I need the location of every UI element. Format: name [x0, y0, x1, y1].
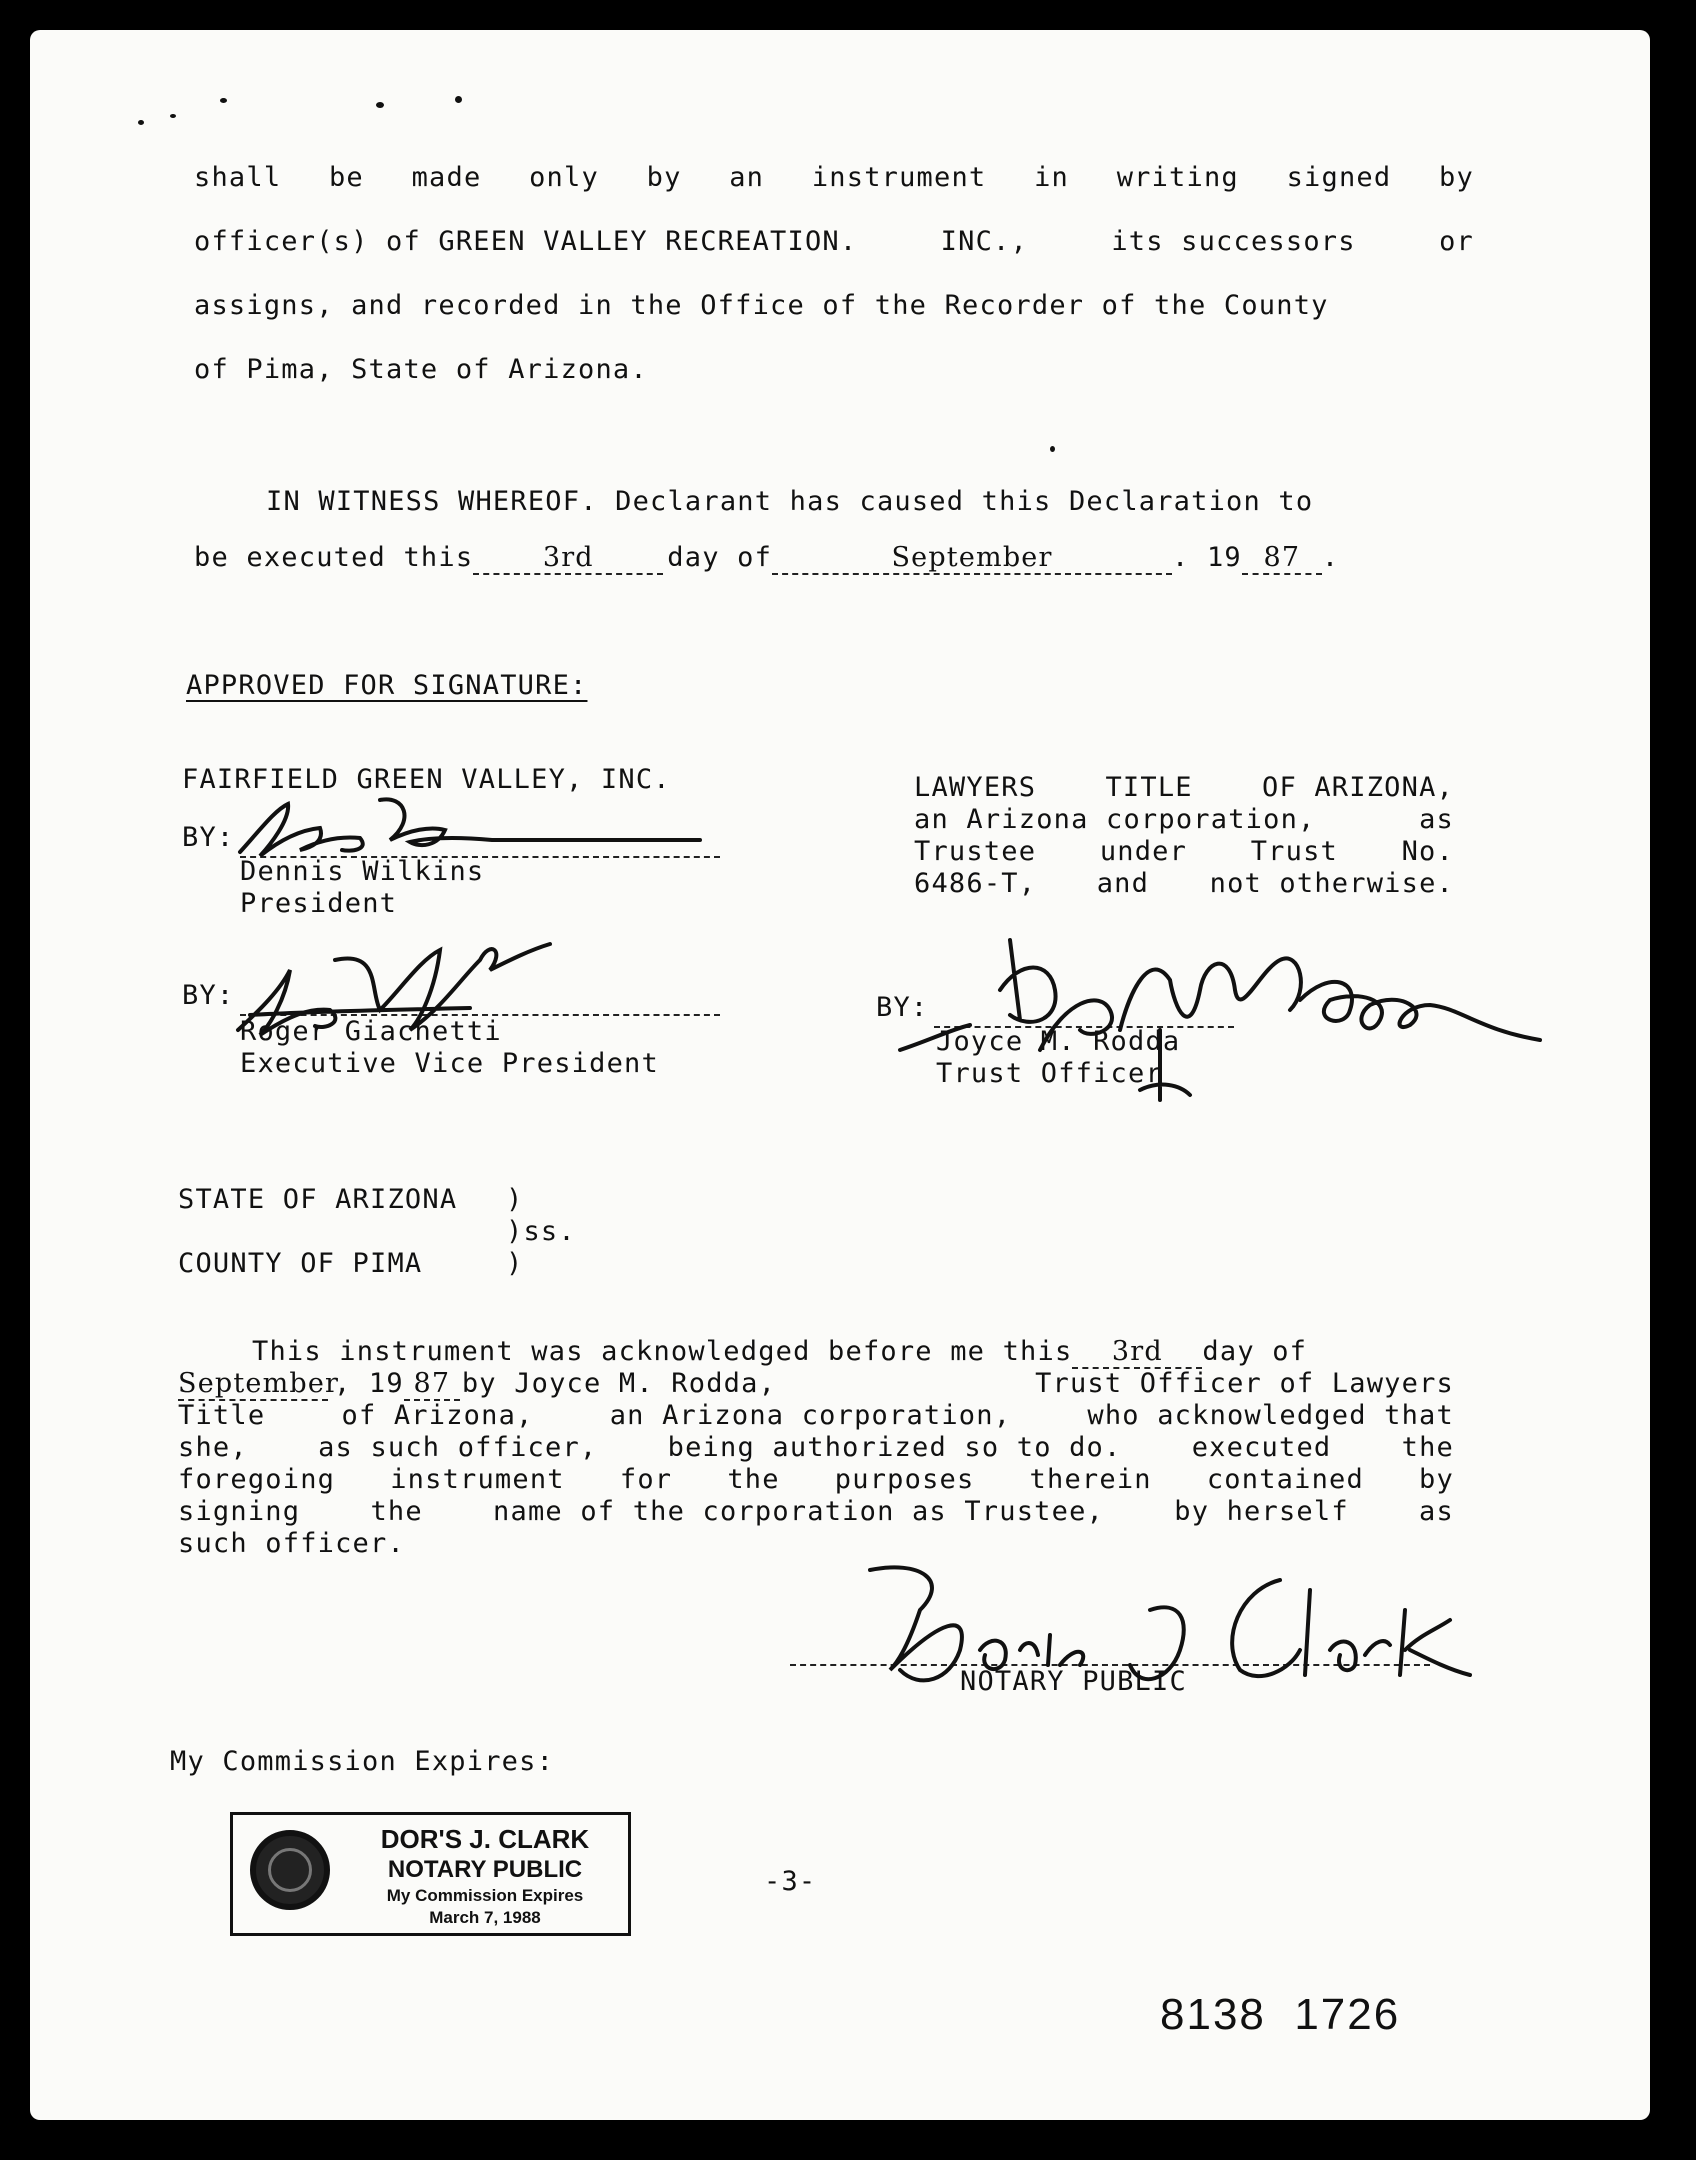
signature-joyce-rodda [890, 910, 1590, 1110]
paragraph1-line4: of Pima, State of Arizona. [194, 354, 648, 385]
notary-seal-icon [250, 1830, 330, 1910]
speck [1050, 446, 1055, 452]
ack-l1-prefix: This instrument was acknowledged before me this [252, 1336, 1073, 1367]
witness-prefix: be executed this [194, 542, 474, 573]
venue-state: STATE OF ARIZONA [178, 1184, 458, 1215]
right-line3: Trustee under Trust No. [914, 836, 1454, 867]
stamp-title: NOTARY PUBLIC [387, 1856, 583, 1883]
stamp-expires-label: My Commission Expires [386, 1886, 584, 1905]
ack-l1-suffix: day of [1202, 1336, 1308, 1367]
speck [455, 96, 462, 103]
ack-month: September [178, 1368, 340, 1399]
left-by2-label: BY: [182, 980, 235, 1011]
witness-year: 87 [1242, 542, 1322, 575]
left-company: FAIRFIELD GREEN VALLEY, INC. [182, 764, 671, 795]
ack-line2: September , 19 87 by Joyce M. Rodda, Trust Officer of Lawyers [178, 1368, 1454, 1399]
witness-line2 [194, 542, 1339, 575]
right-line1: LAWYERS TITLE OF ARIZONA, [914, 772, 1454, 803]
signer2-name: Roger Giachetti [240, 1016, 502, 1047]
stamp-expires-date: March 7, 1988 [429, 1908, 541, 1927]
ack-day: 3rd [1072, 1336, 1202, 1369]
commission-label: My Commission Expires: [170, 1746, 555, 1777]
approved-heading: APPROVED FOR SIGNATURE: [186, 670, 588, 701]
signature-roger-giachetti [230, 930, 590, 1050]
page-number: -3- [764, 1866, 817, 1897]
ack-line4: she, as such officer, being authorized so to do. executed the [178, 1432, 1454, 1463]
ack-line3: Title of Arizona, an Arizona corporation, who acknowledged that [178, 1400, 1454, 1431]
notary-label: NOTARY PUBLIC [960, 1666, 1187, 1697]
speck [138, 120, 144, 125]
ack-line7: such officer. [178, 1528, 405, 1559]
speck [170, 114, 176, 118]
speck [376, 102, 384, 108]
signer2-title: Executive Vice President [240, 1048, 659, 1079]
paragraph1-line2: officer(s) of GREEN VALLEY RECREATION. INC., its successors or [194, 226, 1474, 257]
document-page [30, 30, 1650, 2120]
signer1-title: President [240, 888, 398, 919]
paragraph1-line3: assigns, and recorded in the Office of the Recorder of the County [194, 290, 1329, 321]
signer3-name: Joyce M. Rodda [936, 1026, 1181, 1057]
right-by-label: BY: [876, 992, 929, 1023]
ack-l2-mid: , 19 [334, 1368, 404, 1399]
witness-month: September [772, 542, 1172, 575]
ack-line6: signing the name of the corporation as Trustee, by herself as [178, 1496, 1454, 1527]
venue-county: COUNTY OF PIMA [178, 1248, 423, 1279]
venue-ss: )ss. [506, 1216, 576, 1247]
right-line4: 6486-T, and not otherwise. [914, 868, 1454, 899]
signer1-name: Dennis Wilkins [240, 856, 485, 887]
signature-doris-clark [860, 1550, 1480, 1730]
notary-stamp [200, 1790, 640, 1940]
witness-end: . [1321, 542, 1340, 573]
doc-number: 8138 1726 [1160, 1990, 1401, 2039]
ack-line1 [252, 1336, 1307, 1369]
speck [220, 98, 227, 103]
stamp-name: DOR'S J. CLARK [380, 1824, 590, 1854]
paragraph1-line1: shall be made only by an instrument in writing signed by [194, 162, 1474, 193]
signer3-title: Trust Officer [936, 1058, 1163, 1089]
witness-line1: IN WITNESS WHEREOF. Declarant has caused this Declaration to [266, 486, 1314, 517]
signature-dennis-wilkins [230, 790, 710, 870]
right-line2: an Arizona corporation, as [914, 804, 1454, 835]
venue-paren2: ) [506, 1248, 524, 1279]
witness-year-prefix: . 19 [1172, 542, 1242, 573]
left-by1-label: BY: [182, 822, 235, 853]
venue-paren1: ) [506, 1184, 524, 1215]
witness-day: 3rd [473, 542, 663, 575]
witness-mid: day of [667, 542, 773, 573]
ack-year: 87 [404, 1368, 460, 1401]
ack-line5: foregoing instrument for the purposes therein contained by [178, 1464, 1454, 1495]
